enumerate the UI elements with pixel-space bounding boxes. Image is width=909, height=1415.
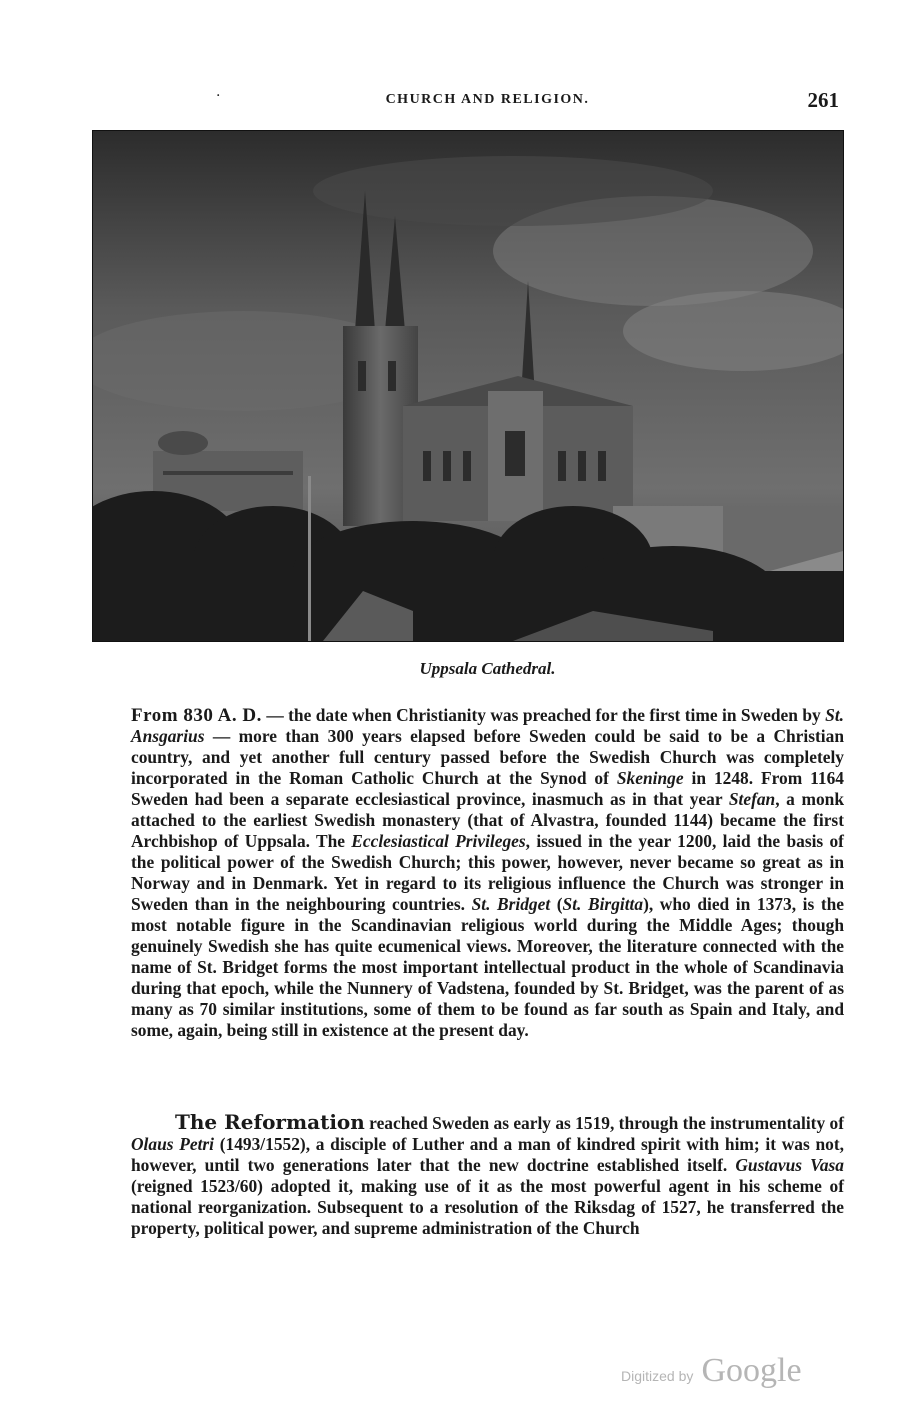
cloud (313, 156, 713, 226)
header-dot: · (216, 88, 221, 104)
page-number: 261 (807, 88, 839, 112)
pole (308, 476, 311, 641)
page-header (130, 88, 845, 116)
google-logo: Google (701, 1352, 802, 1389)
text-run: reached Sweden as early as 1519, through the instrumentality of (364, 1113, 844, 1133)
text-run: From 830 A. D. (131, 705, 262, 726)
cathedral-illustration (93, 131, 843, 641)
text-run: — more than 300 years elapsed before Sweden could be said to be a Christian country, and yet another full century passed before the Swedish Church was completely incorporated in the Roman Catholic Church at the Synod of (131, 726, 844, 788)
running-title: CHURCH AND RELIGION. (385, 92, 590, 107)
text-run: ( (550, 894, 563, 914)
google-watermark (621, 1352, 802, 1392)
text-run: Gustavus Vasa (735, 1155, 844, 1175)
uppsala-cathedral-photo (92, 130, 844, 642)
text-run: St. Birgitta (562, 894, 644, 914)
figure-caption: Uppsala Cathedral. (419, 659, 556, 678)
text-run: (1493/1552), a disciple of Luther and a man of kindred spirit with him; it was not, however, until two generations later that the new doctrine established itself. (131, 1134, 844, 1175)
text-run: , a monk attached to the earliest Swedish monastery (that of Alvastra, founded 1144) became the first Archbishop of Uppsala. The (131, 789, 845, 851)
text-run: Olaus Petri (131, 1134, 215, 1154)
text-run: St. Bridget (471, 894, 551, 914)
paragraph-reformation (131, 1112, 844, 1239)
text-run: — the date when Christianity was preached for the first time in Sweden by (261, 705, 826, 725)
text-run: The Reformation (175, 1110, 365, 1134)
text-run: ), who died in 1373, is the most notable figure in the Scandinavian religious world during the Middle Ages; though genuinely Swedish she has quite ecumenical views. Moreover, the literature connected with the name of St. Bridget forms the most important intellectual product in the whole of Scandinavia during that epoch, while the Nunnery of Vadstena, founded by St. Bridget, was the parent of as many as 70 similar institutions, some of them to be found as far south as Spain and Italy, and some, again, being still in existence at the present day. (131, 894, 844, 1040)
text-run: (reigned 1523/60) adopted it, making use of it as the most powerful agent in his scheme of national reorganization. Subsequent to a resolution of the Riksdag of 1527, he transferred the property, political power, and supreme administration of the Church (131, 1176, 844, 1238)
text-run: St. Ansgarius (131, 705, 845, 746)
text-run: Ecclesiastical Privileges (351, 831, 526, 851)
watermark-prefix: Digitized by (621, 1368, 694, 1384)
text-run: in 1248. From 1164 Sweden had been a separate ecclesiastical province, inasmuch as in that year (131, 768, 844, 809)
text-run: Stefan (728, 789, 776, 809)
text-run: , issued in the year 1200, laid the basis of the political power of the Swedish Church; this power, however, never became so great as in Norway and in Denmark. Yet in regard to its religious influence the Church was stronger in Sweden than in the neighbouring countries. (131, 831, 844, 914)
text-run: Skeninge (616, 768, 684, 788)
paragraph-early-church (131, 705, 844, 1041)
